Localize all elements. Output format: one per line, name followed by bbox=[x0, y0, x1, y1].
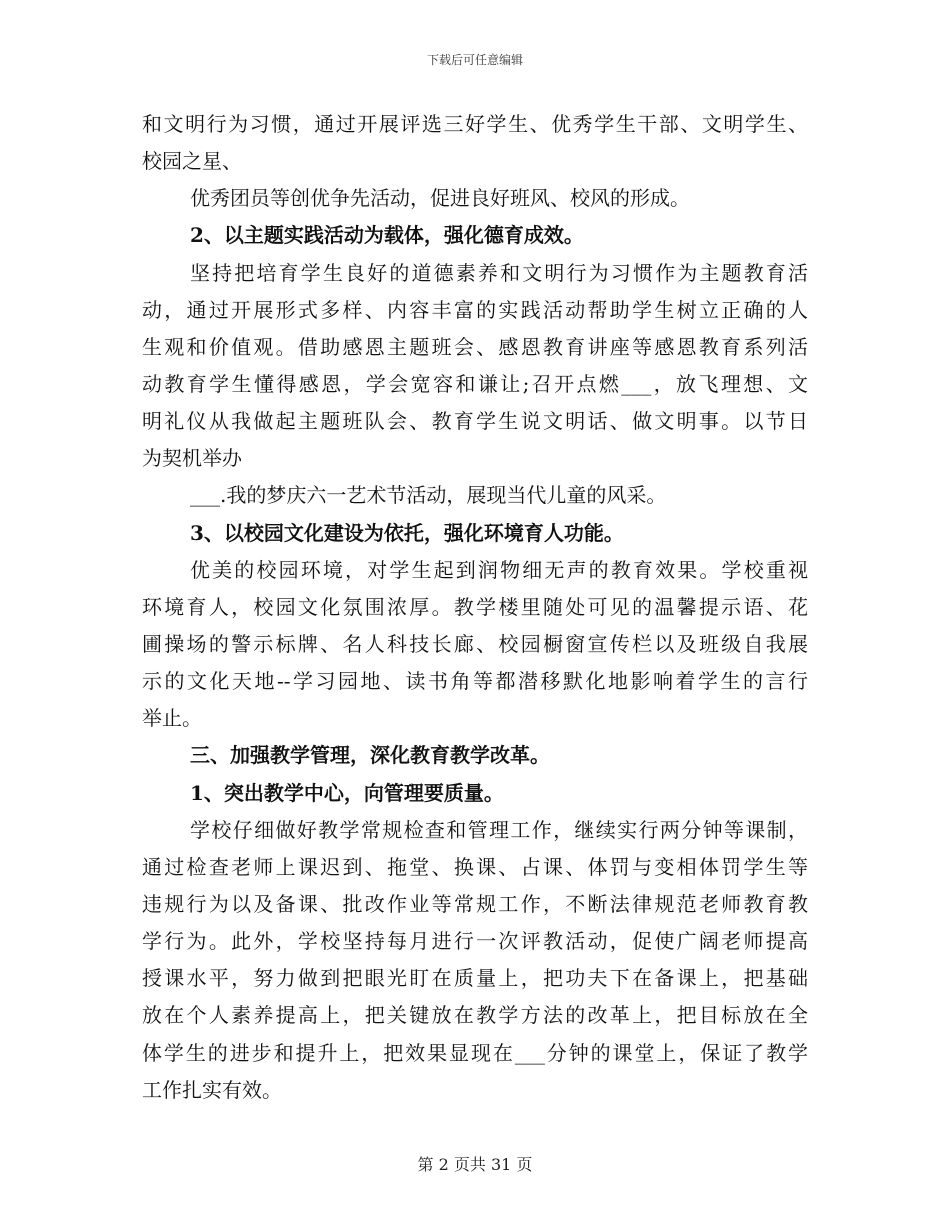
paragraph-line: 明礼仪从我做起主题班队会、教育学生说文明话、做文明事。以节日 bbox=[142, 409, 808, 434]
document-body bbox=[142, 106, 808, 1109]
paragraph-line: 动，通过开展形式多样、内容丰富的实践活动帮助学生树立正确的人 bbox=[142, 297, 808, 322]
paragraph-line: 生观和价值观。借助感恩主题班会、感恩教育讲座等感恩教育系列活 bbox=[142, 334, 808, 359]
section-heading: 2、以主题实践活动为载体，强化德育成效。 bbox=[190, 223, 584, 248]
paragraph bbox=[142, 477, 808, 514]
paragraph-line: 违规行为以及备课、批改作业等常规工作，不断法律规范老师教育教 bbox=[142, 891, 808, 916]
paragraph-line: ___.我的梦庆六一艺术节活动，展现当代儿童的风采。 bbox=[190, 483, 667, 508]
paragraph-line: 放在个人素养提高上，把关键放在教学方法的改革上，把目标放在全 bbox=[142, 1003, 808, 1028]
section-heading: 1、突出教学中心，向管理要质量。 bbox=[190, 780, 504, 805]
paragraph-line: 授课水平，努力做到把眼光盯在质量上，把功夫下在备课上，把基础 bbox=[142, 966, 808, 991]
paragraph-line: 举止。 bbox=[142, 706, 202, 731]
paragraph bbox=[142, 180, 808, 217]
section-heading: 3、以校园文化建设为依托，强化环境育人功能。 bbox=[190, 520, 624, 545]
paragraph-line: 学行为。此外，学校坚持每月进行一次评教活动，促使广阔老师提高 bbox=[142, 929, 808, 954]
paragraph-line: 学校仔细做好教学常规检查和管理工作，继续实行两分钟等课制， bbox=[190, 817, 808, 842]
paragraph-line: 优美的校园环境，对学生起到润物细无声的教育效果。学校重视 bbox=[190, 557, 808, 582]
page-header: 下载后可任意编辑 bbox=[426, 53, 523, 67]
page-number: 第 2 页共 31 页 bbox=[417, 1155, 533, 1174]
paragraph-line: 圃操场的警示标牌、名人科技长廊、校园橱窗宣传栏以及班级自我展 bbox=[142, 631, 808, 656]
paragraph-line: 优秀团员等创优争先活动，促进良好班风、校风的形成。 bbox=[190, 186, 690, 211]
paragraph bbox=[142, 812, 808, 1109]
paragraph-line: 体学生的进步和提升上，把效果显现在___分钟的课堂上，保证了教学 bbox=[142, 1040, 808, 1065]
paragraph-line: 为契机举办 bbox=[142, 446, 242, 471]
paragraph-line: 环境育人，校园文化氛围浓厚。教学楼里随处可见的温馨提示语、花 bbox=[142, 594, 808, 619]
paragraph bbox=[142, 106, 808, 180]
paragraph bbox=[142, 552, 808, 738]
paragraph-line: 坚持把培育学生良好的道德素养和文明行为习惯作为主题教育活 bbox=[190, 260, 808, 285]
paragraph-line: 动教育学生懂得感恩，学会宽容和谦让;召开点燃___，放飞理想、文 bbox=[142, 371, 808, 396]
paragraph-line: 校园之星、 bbox=[142, 149, 242, 174]
paragraph-line: 和文明行为习惯，通过开展评选三好学生、优秀学生干部、文明学生、 bbox=[142, 112, 808, 136]
paragraph-line: 通过检查老师上课迟到、拖堂、换课、占课、体罚与变相体罚学生等 bbox=[142, 854, 808, 879]
paragraph-line: 示的文化天地--学习园地、读书角等都潜移默化地影响着学生的言行 bbox=[142, 669, 808, 694]
paragraph-line: 工作扎实有效。 bbox=[142, 1077, 282, 1102]
paragraph bbox=[142, 255, 808, 478]
section-heading: 三、加强教学管理，深化教育教学改革。 bbox=[190, 743, 550, 768]
